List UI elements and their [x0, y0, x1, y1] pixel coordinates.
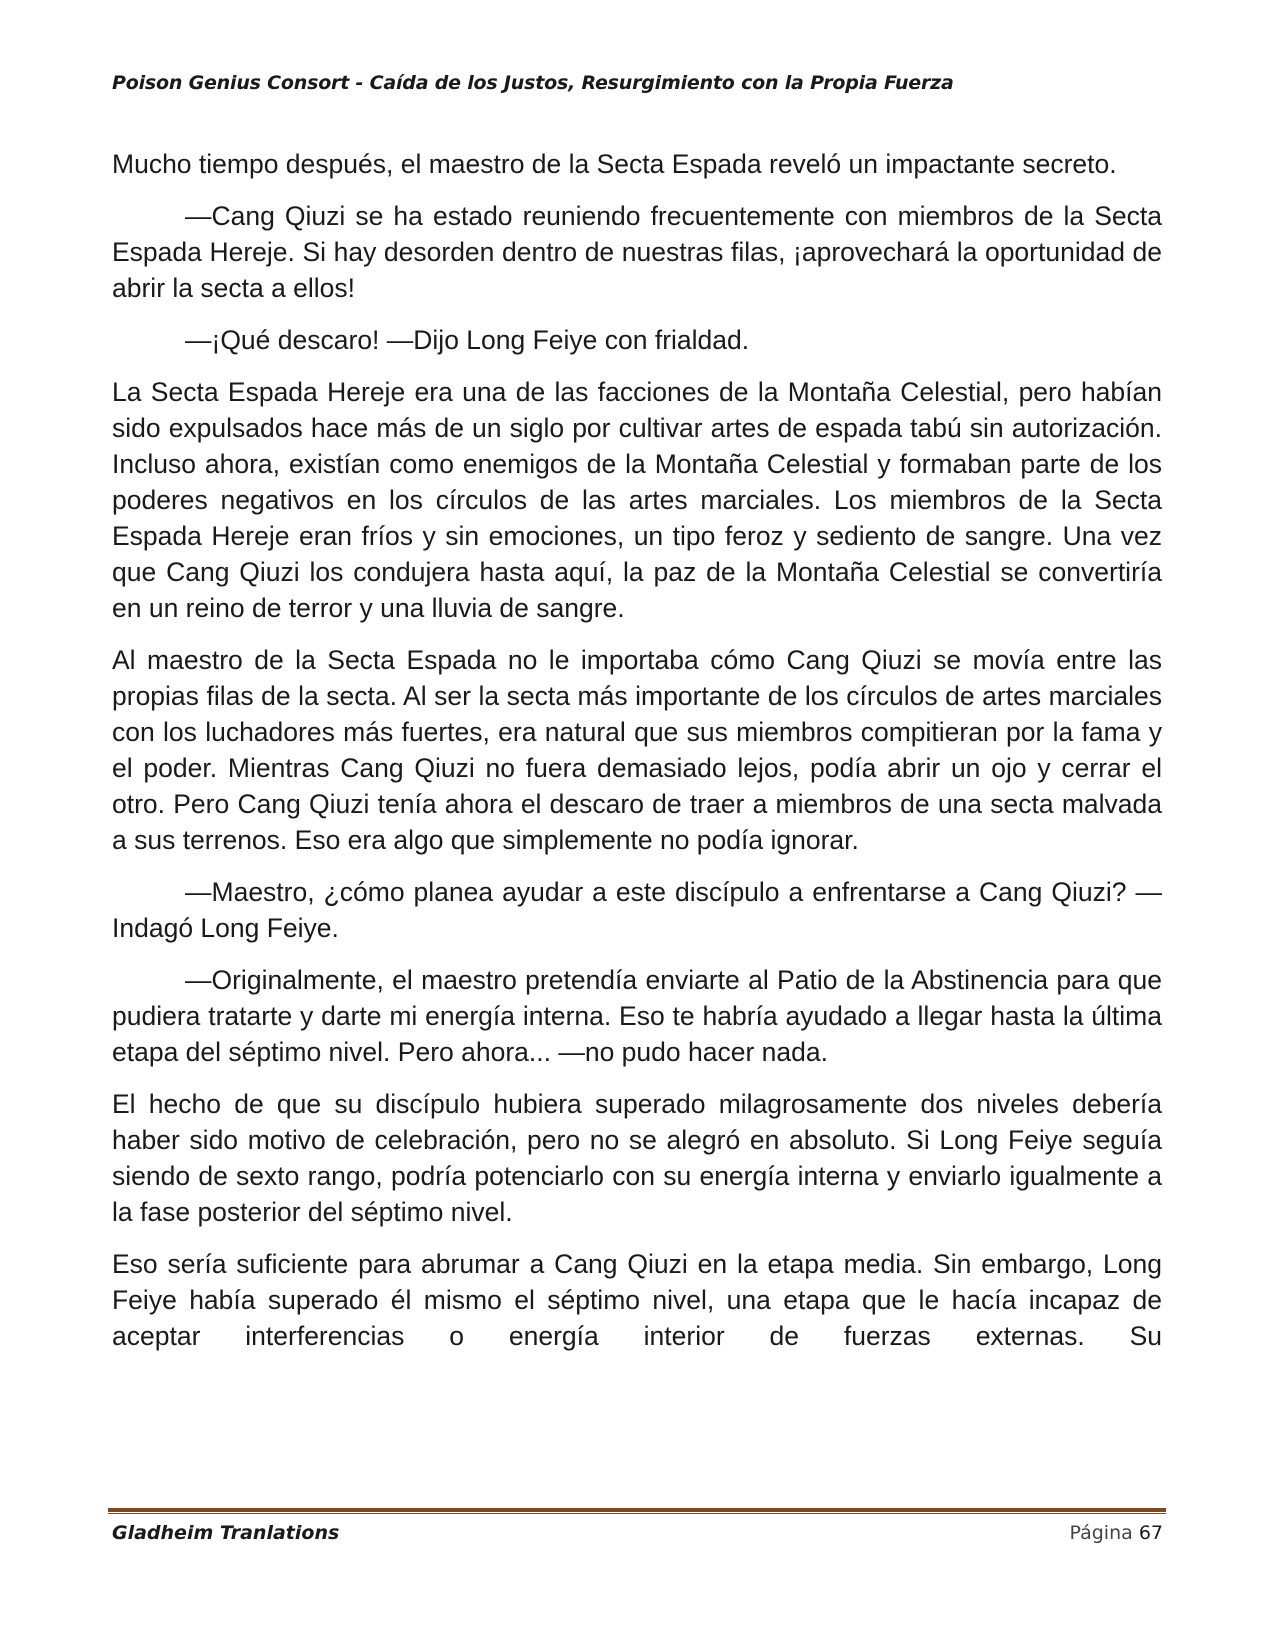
footer-divider-thick	[108, 1508, 1166, 1512]
paragraph: El hecho de que su discípulo hubiera superado milagrosamente dos niveles debería haber sido motivo de celebración, pero no se alegró en absoluto. Si Long Feiye seguía siendo de sexto rango, podría potenciarlo con su energía interna y enviarlo igualmente a la fase posterior del séptimo nivel.	[112, 1089, 1162, 1227]
paragraph: Mucho tiempo después, el maestro de la Secta Espada reveló un impactante secreto.	[112, 149, 1117, 179]
footer-divider-thin	[108, 1513, 1166, 1514]
page-label: Página	[1069, 1522, 1133, 1544]
page-number	[1069, 1522, 1163, 1544]
paragraph: La Secta Espada Hereje era una de las facciones de la Montaña Celestial, pero habían sido expulsados hace más de un siglo por cultivar artes de espada tabú sin autorización. Incluso ahora, existían como enemigos de la Montaña Celestial y formaban parte de los poderes negativos en los círculos de las artes marciales. Los miembros de la Secta Espada Hereje eran fríos y sin emociones, un tipo feroz y sediento de sangre. Una vez que Cang Qiuzi los condujera hasta aquí, la paz de la Montaña Celestial se convertiría en un reino de terror y una lluvia de sangre.	[112, 377, 1162, 623]
page-number-value: 67	[1138, 1522, 1163, 1544]
body-text	[112, 146, 1162, 1370]
paragraph-continued: Eso sería suficiente para abrumar a Cang Qiuzi en la etapa media. Sin embargo, Long Feiye había superado él mismo el séptimo nivel, una etapa que le hacía incapaz de aceptar interferencias o energía interior de fuerzas externas. Su	[112, 1249, 1162, 1351]
paragraph-dialogue: —Originalmente, el maestro pretendía enviarte al Patio de la Abstinencia para que pudiera tratarte y darte mi energía interna. Eso te habría ayudado a llegar hasta la última etapa del séptimo nivel. Pero ahora... —no pudo hacer nada.	[112, 965, 1162, 1067]
footer-divider	[108, 1508, 1166, 1514]
paragraph: Al maestro de la Secta Espada no le importaba cómo Cang Qiuzi se movía entre las propias filas de la secta. Al ser la secta más importante de los círculos de artes marciales con los luchadores más fuertes, era natural que sus miembros compitieran por la fama y el poder. Mientras Cang Qiuzi no fuera demasiado lejos, podía abrir un ojo y cerrar el otro. Pero Cang Qiuzi tenía ahora el descaro de traer a miembros de una secta malvada a sus terrenos. Eso era algo que simplemente no podía ignorar.	[112, 645, 1162, 855]
footer-translator-credit: Gladheim Tranlations	[112, 1522, 340, 1544]
paragraph-dialogue: —Maestro, ¿cómo planea ayudar a este discípulo a enfrentarse a Cang Qiuzi? —Indagó Long Feiye.	[112, 877, 1162, 943]
running-header: Poison Genius Consort - Caída de los Justos, Resurgimiento con la Propia Fuerza	[112, 72, 954, 94]
paragraph-dialogue: —¡Qué descaro! —Dijo Long Feiye con frialdad.	[185, 325, 750, 355]
paragraph-dialogue: —Cang Qiuzi se ha estado reuniendo frecuentemente con miembros de la Secta Espada Hereje. Si hay desorden dentro de nuestras filas, ¡aprovechará la oportunidad de abrir la secta a ellos!	[112, 201, 1162, 303]
